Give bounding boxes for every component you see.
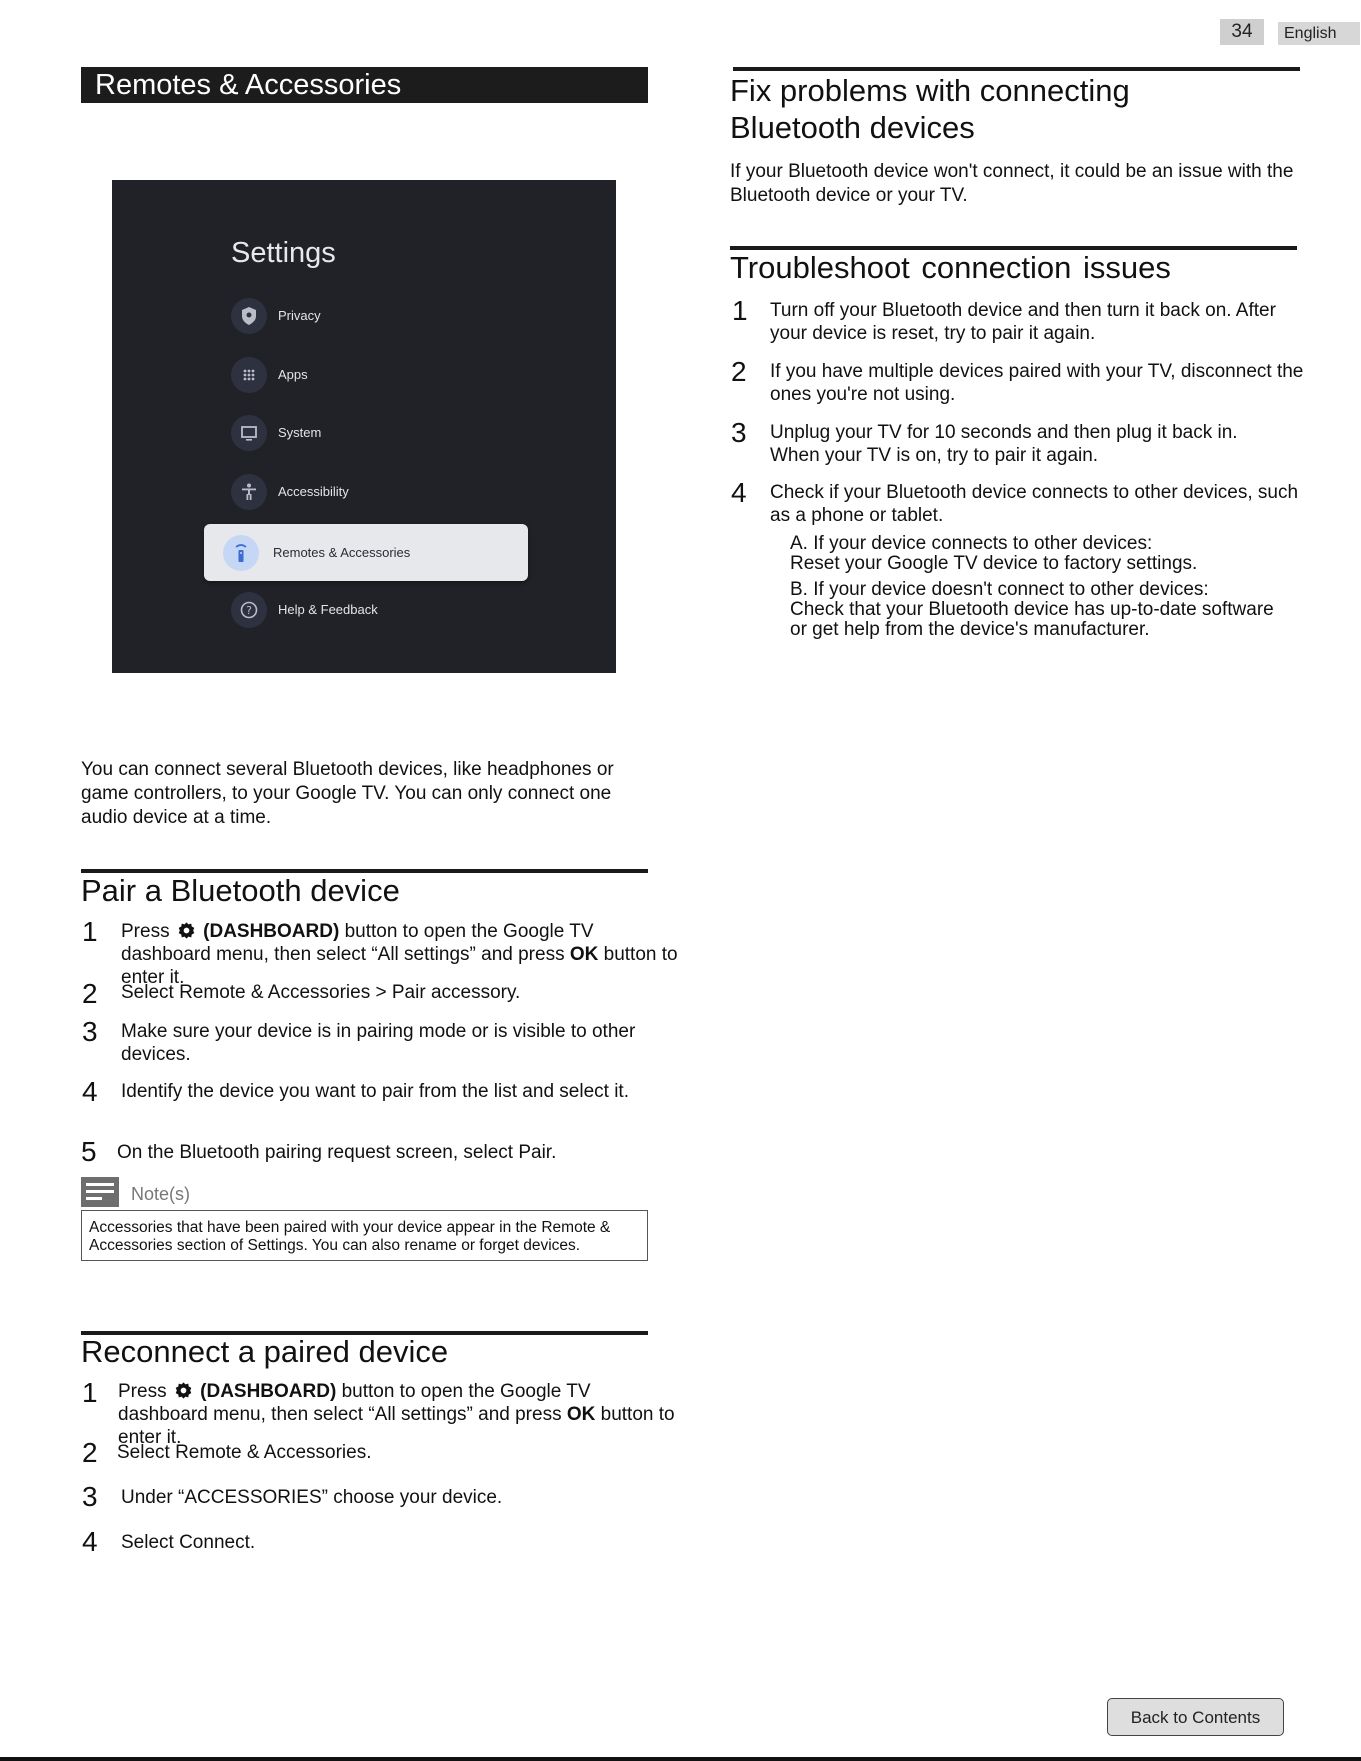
pair-step-2-text: Select Remote & Accessories > Pair accessory. [121,982,521,1003]
reconnect-step-2-text: Select Remote & Accessories. [117,1442,372,1463]
page-bottom-rule [0,1757,1361,1761]
step-number: 1 [82,1377,98,1408]
note-icon [81,1177,119,1207]
step-number: 2 [731,356,747,387]
step-number: 4 [731,477,747,508]
section-rule [733,67,1300,71]
step-number: 4 [82,1076,98,1107]
page-number: 34 [1220,19,1264,45]
tv-menu-item-help [231,592,531,632]
svg-text:?: ? [246,604,252,617]
accessibility-icon [231,474,267,510]
gear-icon [174,1381,193,1400]
tv-menu-label: Accessibility [278,484,349,499]
apps-grid-icon [231,357,267,393]
fix-paragraph: If your Bluetooth device won't connect, it could be an issue with the Bluetooth device or your TV. [730,161,1294,206]
troubleshoot-sub-a: A. If your device connects to other devices: Reset your Google TV device to factory settings. [790,533,1198,574]
step-number: 5 [81,1136,97,1167]
tv-menu-label: System [278,425,322,440]
note-label: Note(s) [131,1184,191,1204]
reconnect-step-1-text: Press (DASHBOARD) button to open the Google TV dashboard menu, then select “All settings” and press OK button to enter it. [118,1381,675,1448]
tv-menu-label: Privacy [278,308,321,323]
section-title-banner: Remotes & Accessories [81,67,648,103]
step-number: 1 [732,295,748,326]
tv-menu-label: Help & Feedback [278,602,378,617]
step-number: 2 [82,1437,98,1468]
pair-step-3-text: Make sure your device is in pairing mode or is visible to other devices. [121,1021,636,1065]
reconnect-step-3-text: Under “ACCESSORIES” choose your device. [121,1487,503,1508]
step-number: 4 [82,1526,98,1557]
tv-menu-item-remotes-selected [204,524,528,581]
troubleshoot-step-2-text: If you have multiple devices paired with your TV, disconnect the ones you're not using. [770,361,1304,405]
fix-heading-line1: Fix problems with connecting [730,73,1130,108]
intro-paragraph: You can connect several Bluetooth devices, like headphones or game controllers, to your Google TV. You can only connect one audio device at a time. [81,759,614,828]
step-number: 3 [82,1481,98,1512]
shield-icon [231,298,267,334]
pair-step-5-text: On the Bluetooth pairing request screen, select Pair. [117,1142,557,1163]
tv-menu-item-accessibility [231,474,531,514]
troubleshoot-step-4-text: Check if your Bluetooth device connects to other devices, such as a phone or tablet. [770,482,1299,526]
tv-settings-screenshot [112,180,616,673]
step-number: 3 [731,417,747,448]
tv-menu-item-apps [231,357,531,397]
tv-settings-title: Settings [231,237,336,269]
troubleshoot-step-1-text: Turn off your Bluetooth device and then turn it back on. After your device is reset, try to pair it again. [770,300,1276,344]
step-number: 1 [82,916,98,947]
pair-heading: Pair a Bluetooth device [81,873,400,908]
troubleshoot-sub-b: B. If your device doesn't connect to other devices: Check that your Bluetooth device has up-to-date software or get help from the device's manufacturer. [790,579,1274,640]
pair-step-4-text: Identify the device you want to pair from the list and select it. [121,1081,629,1102]
back-to-contents-button[interactable]: Back to Contents [1107,1698,1284,1736]
note-box: Accessories that have been paired with your device appear in the Remote & Accessories section of Settings. You can also rename or forget devices. [81,1210,648,1261]
language-tab: English [1278,22,1360,45]
reconnect-step-4-text: Select Connect. [121,1532,256,1553]
tv-menu-item-system [231,415,531,455]
display-icon [231,415,267,451]
step-number: 2 [82,978,98,1009]
tv-menu-item-privacy [231,298,531,338]
troubleshoot-step-3-text: Unplug your TV for 10 seconds and then plug it back in. When your TV is on, try to pair it again. [770,422,1238,466]
help-icon [231,592,267,628]
tv-menu-label: Apps [278,367,308,382]
step-number: 3 [82,1016,98,1047]
pair-step-1-text: Press (DASHBOARD) button to open the Google TV dashboard menu, then select “All settings” and press OK button to enter it. [121,921,678,988]
gear-icon [177,921,196,940]
troubleshoot-heading: Troubleshoot connection issues [730,250,1171,285]
reconnect-heading: Reconnect a paired device [81,1334,449,1369]
remote-icon [223,535,259,571]
tv-menu-label: Remotes & Accessories [273,545,411,560]
fix-heading-line2: Bluetooth devices [730,110,975,145]
